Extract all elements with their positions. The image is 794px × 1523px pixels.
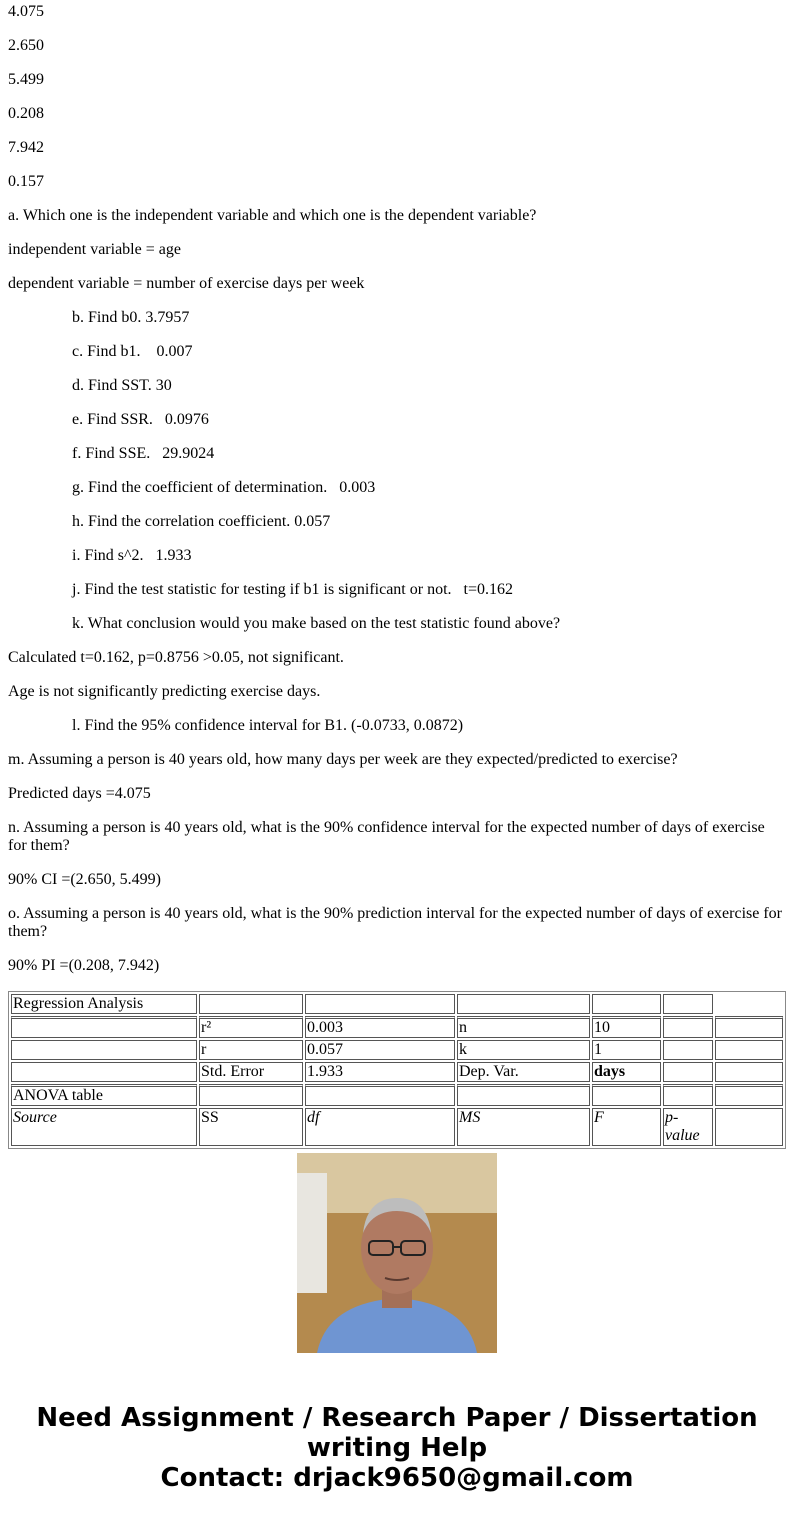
anova-header-cell: p-value <box>663 1108 713 1146</box>
question-line: Calculated t=0.162, p=0.8756 >0.05, not significant. <box>8 649 344 666</box>
question-line: h. Find the correlation coefficient. 0.057 <box>72 513 331 530</box>
question-line: 90% CI =(2.650, 5.499) <box>8 871 162 888</box>
anova-header-cell: SS <box>199 1108 303 1146</box>
author-avatar <box>297 1153 497 1353</box>
question-line: n. Assuming a person is 40 years old, what is the 90% confidence interval for the expected number of days of exercise for them? <box>8 819 769 854</box>
anova-header-cell <box>715 1108 783 1146</box>
promo-line: Need Assignment / Research Paper / Dissertation writing Help <box>36 1403 758 1463</box>
table-cell <box>715 1016 783 1038</box>
question-line: b. Find b0. 3.7957 <box>72 309 190 326</box>
table-row <box>11 1084 783 1106</box>
value-line: 0.157 <box>8 173 44 190</box>
table-cell <box>715 1062 783 1082</box>
anova-header-cell: MS <box>457 1108 590 1146</box>
anova-header-cell: df <box>305 1108 455 1146</box>
question-line: d. Find SST. 30 <box>72 377 172 394</box>
question-line: e. Find SSR. 0.0976 <box>72 411 209 428</box>
question-line: c. Find b1. 0.007 <box>72 343 193 360</box>
question-line: a. Which one is the independent variable and which one is the dependent variable? <box>8 207 537 224</box>
table-row <box>11 994 783 1014</box>
table-cell: Std. Error <box>199 1062 303 1082</box>
question-line: o. Assuming a person is 40 years old, what is the 90% prediction interval for the expected number of days of exercise for them? <box>8 905 787 940</box>
question-line: l. Find the 95% confidence interval for B1. (-0.0733, 0.0872) <box>72 717 464 734</box>
question-line: dependent variable = number of exercise days per week <box>8 275 365 292</box>
table-row <box>11 1062 783 1082</box>
table-cell <box>11 1016 197 1038</box>
table-cell: r² <box>199 1016 303 1038</box>
question-line: j. Find the test statistic for testing if b1 is significant or not. t=0.162 <box>72 581 513 598</box>
value-line: 5.499 <box>8 71 44 88</box>
table-cell <box>11 1040 197 1060</box>
table-row <box>11 1016 783 1038</box>
table-cell: 10 <box>592 1016 661 1038</box>
anova-header-cell: Source <box>11 1108 197 1146</box>
question-line: 90% PI =(0.208, 7.942) <box>8 957 160 974</box>
value-line: 2.650 <box>8 37 44 54</box>
table-cell <box>663 1062 713 1082</box>
table-cell <box>11 1062 197 1082</box>
table-cell: 0.003 <box>305 1016 455 1038</box>
question-line: Predicted days =4.075 <box>8 785 151 802</box>
table-cell: 0.057 <box>305 1040 455 1060</box>
table-cell: 1 <box>592 1040 661 1060</box>
table-cell <box>715 1040 783 1060</box>
table-cell: Dep. Var. <box>457 1062 590 1082</box>
question-line: m. Assuming a person is 40 years old, how many days per week are they expected/predicted to exercise? <box>8 751 678 768</box>
regression-table <box>8 991 786 1149</box>
value-line: 4.075 <box>8 3 44 20</box>
table-cell: days <box>592 1062 661 1082</box>
value-line: 7.942 <box>8 139 44 156</box>
contact-line: Contact: drjack9650@gmail.com <box>160 1463 634 1493</box>
promo-footer <box>0 1403 794 1493</box>
table-cell: r <box>199 1040 303 1060</box>
table-cell <box>663 1040 713 1060</box>
question-line: g. Find the coefficient of determination. 0.003 <box>72 479 376 496</box>
table-cell: n <box>457 1016 590 1038</box>
table-title: Regression Analysis <box>11 994 197 1014</box>
table-cell: 1.933 <box>305 1062 455 1082</box>
anova-title: ANOVA table <box>11 1084 197 1106</box>
question-line: Age is not significantly predicting exercise days. <box>8 683 321 700</box>
table-cell: k <box>457 1040 590 1060</box>
question-line: k. What conclusion would you make based on the test statistic found above? <box>72 615 561 632</box>
question-line: independent variable = age <box>8 241 181 258</box>
question-line: f. Find SSE. 29.9024 <box>72 445 215 462</box>
anova-header-row <box>11 1108 783 1146</box>
anova-header-cell: F <box>592 1108 661 1146</box>
value-line: 0.208 <box>8 105 44 122</box>
table-row <box>11 1040 783 1060</box>
question-line: i. Find s^2. 1.933 <box>72 547 192 564</box>
table-cell <box>663 1016 713 1038</box>
